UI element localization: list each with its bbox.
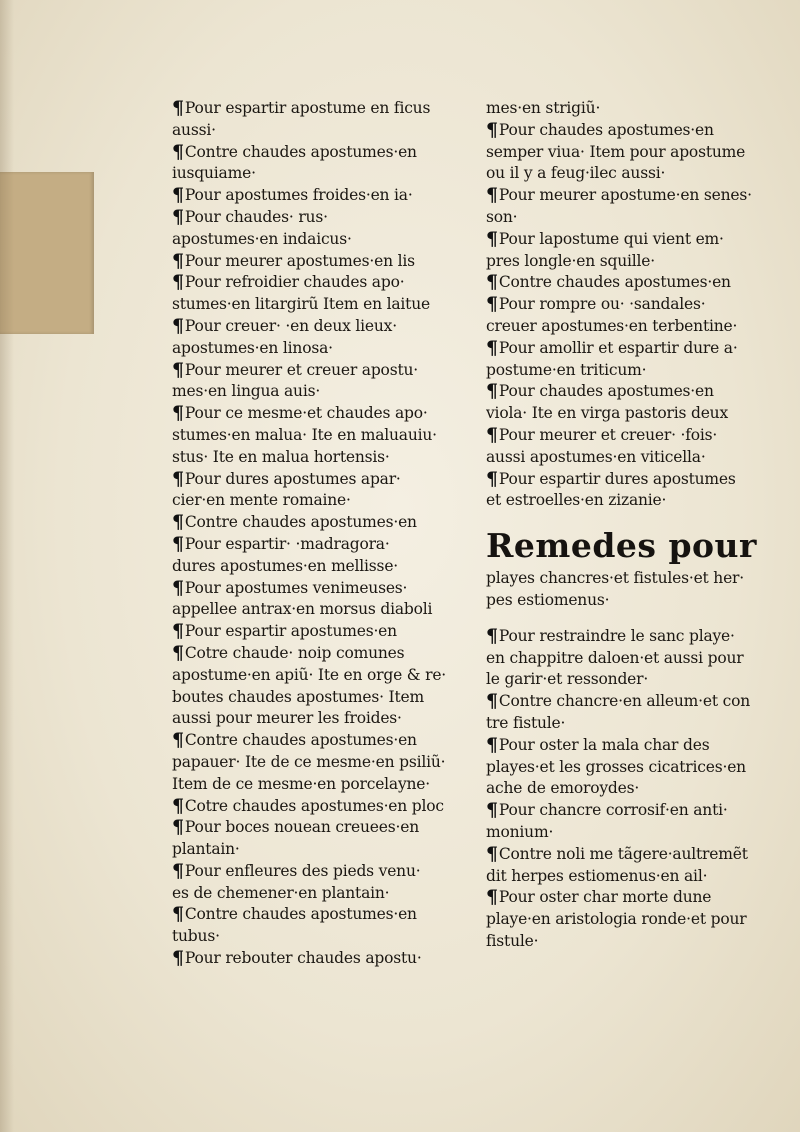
line-text: Pour ce mesme·et chaudes apo· <box>184 404 428 423</box>
line-text: Pour meurer et creuer apostu· <box>184 360 418 379</box>
pilcrow-icon: ¶ <box>486 228 498 250</box>
text-line <box>172 142 454 164</box>
pilcrow-icon: ¶ <box>486 424 498 446</box>
text-line <box>486 800 776 822</box>
pilcrow-icon: ¶ <box>486 843 498 865</box>
text-line <box>172 730 454 752</box>
line-text: stumes·en malua· Ite en maluauiu· <box>172 425 437 444</box>
text-line <box>486 120 776 142</box>
line-text: Pour dures apostumes apar· <box>184 469 401 488</box>
paper-strip <box>0 172 94 334</box>
text-line <box>172 534 454 556</box>
text-line <box>172 294 454 316</box>
line-text: Contre chaudes apostumes·en <box>184 731 417 750</box>
pilcrow-icon: ¶ <box>172 359 184 381</box>
pilcrow-icon: ¶ <box>172 621 184 643</box>
text-line <box>172 708 454 730</box>
text-line <box>172 752 454 774</box>
left-text-column <box>172 98 454 970</box>
text-line <box>172 272 454 294</box>
line-text: Pour apostumes froides·en ia· <box>184 186 413 205</box>
text-line <box>172 948 454 970</box>
pilcrow-icon: ¶ <box>486 185 498 207</box>
line-text: cier·en mente romaine· <box>172 491 351 510</box>
text-line <box>486 735 776 757</box>
line-text: Pour meurer apostume·en senes· <box>498 186 752 205</box>
line-text: Pour amollir et espartir dure a· <box>498 338 738 357</box>
line-text: Pour espartir apostume en ficus <box>184 99 431 117</box>
line-text: Pour rompre ou· ·sandales· <box>498 295 706 314</box>
line-text: stumes·en litargirũ Item en laitue <box>172 295 430 314</box>
binding-edge <box>0 0 14 1132</box>
pilcrow-icon: ¶ <box>172 206 184 228</box>
line-text: Pour lapostume qui vient em· <box>498 229 724 248</box>
text-line <box>486 360 776 382</box>
pilcrow-icon: ¶ <box>486 272 498 294</box>
line-text: viola· Ite en virga pastoris deux <box>486 404 728 423</box>
line-text: Pour espartir dures apostumes <box>498 469 736 488</box>
text-line <box>486 469 776 491</box>
line-text: apostumes·en indaicus· <box>172 229 352 248</box>
text-line <box>486 425 776 447</box>
line-text: monium· <box>486 822 554 841</box>
line-text: creuer apostumes·en terbentine· <box>486 316 738 335</box>
line-text: playe·en aristologia ronde·et pour <box>486 910 747 929</box>
pilcrow-icon: ¶ <box>486 800 498 822</box>
line-text: tre fistule· <box>486 713 566 732</box>
text-line <box>172 120 454 142</box>
line-text: le garir·et ressonder· <box>486 670 649 689</box>
pilcrow-icon: ¶ <box>172 795 184 817</box>
pilcrow-icon: ¶ <box>172 403 184 425</box>
line-text: son· <box>486 207 518 226</box>
right-text-column <box>486 98 776 953</box>
text-line <box>172 926 454 948</box>
pilcrow-icon: ¶ <box>172 577 184 599</box>
text-line <box>172 207 454 229</box>
line-text: Contre chaudes apostumes·en <box>184 905 417 924</box>
line-text: Pour enfleures des pieds venu· <box>184 861 421 880</box>
text-line <box>172 403 454 425</box>
section-subtitle <box>486 568 776 612</box>
text-line <box>486 381 776 403</box>
section-heading: Remedes pour <box>486 526 757 566</box>
line-text: Pour restraindre le sanc playe· <box>498 626 735 645</box>
line-text: Pour chaudes apostumes·en <box>498 120 714 139</box>
text-line <box>486 207 776 229</box>
line-text: Pour espartir· ·madragora· <box>184 534 390 553</box>
pilcrow-icon: ¶ <box>172 948 184 970</box>
text-line <box>486 713 776 735</box>
text-line <box>486 822 776 844</box>
text-line <box>486 778 776 800</box>
line-text: mes·en strigiũ· <box>486 99 601 117</box>
text-line <box>172 861 454 883</box>
pilcrow-icon: ¶ <box>486 691 498 713</box>
text-line <box>486 142 776 164</box>
pilcrow-icon: ¶ <box>172 250 184 272</box>
line-text: Pour boces nouean creuees·en <box>184 818 419 837</box>
line-text: playes·et les grosses cicatrices·en <box>486 757 746 776</box>
line-text: Pour meurer apostumes·en lis <box>184 251 415 270</box>
pilcrow-icon: ¶ <box>172 817 184 839</box>
line-text: Pour oster la mala char des <box>498 735 710 754</box>
line-text: Pour espartir apostumes·en <box>184 622 397 641</box>
line-text: Contre chancre·en alleum·et con <box>498 692 751 711</box>
line-text: Contre chaudes apostumes·en <box>498 273 731 292</box>
line-text: en chappitre daloen·et aussi pour <box>486 648 744 667</box>
text-line <box>172 229 454 251</box>
text-line <box>172 381 454 403</box>
text-line <box>486 909 776 931</box>
line-text: apostumes·en linosa· <box>172 338 333 357</box>
line-text: Contre chaudes apostumes·en <box>184 513 417 532</box>
text-line <box>486 338 776 360</box>
pilcrow-icon: ¶ <box>172 468 184 490</box>
text-line <box>172 817 454 839</box>
line-text: dit herpes estiomenus·en ail· <box>486 866 708 885</box>
spacer <box>486 612 776 626</box>
pilcrow-icon: ¶ <box>486 734 498 756</box>
text-line <box>172 774 454 796</box>
text-line <box>486 163 776 185</box>
text-line <box>172 839 454 861</box>
line-text: aussi pour meurer les froides· <box>172 709 402 728</box>
line-text: mes·en lingua auis· <box>172 382 321 401</box>
text-line <box>172 316 454 338</box>
line-text: dures apostumes·en mellisse· <box>172 556 399 575</box>
text-line <box>172 490 454 512</box>
line-text: Pour oster char morte dune <box>498 888 712 907</box>
text-line <box>172 665 454 687</box>
line-text: appellee antrax·en morsus diaboli <box>172 600 433 619</box>
line-text: ou il y a feug·ilec aussi· <box>486 164 666 183</box>
text-line <box>172 425 454 447</box>
pilcrow-icon: ¶ <box>486 119 498 141</box>
line-text: papauer· Ite de ce mesme·en psiliũ· <box>172 752 446 771</box>
text-line <box>172 163 454 185</box>
text-line <box>486 272 776 294</box>
line-text: apostume·en apiũ· Ite en orge & re· <box>172 665 447 684</box>
pilcrow-icon: ¶ <box>486 887 498 909</box>
text-line <box>486 229 776 251</box>
text-line <box>486 691 776 713</box>
line-text: Cotre chaude· noip comunes <box>184 643 405 662</box>
text-line <box>486 648 776 670</box>
right-column-entries-top <box>486 98 776 512</box>
text-line <box>486 185 776 207</box>
text-line <box>486 887 776 909</box>
section-subtitle-line: playes chancres·et fistules·et her· <box>486 569 744 588</box>
line-text: Pour apostumes venimeuses· <box>184 578 408 597</box>
text-line <box>486 757 776 779</box>
text-line <box>172 599 454 621</box>
pilcrow-icon: ¶ <box>172 533 184 555</box>
text-line <box>486 251 776 273</box>
line-text: et estroelles·en zizanie· <box>486 491 667 510</box>
pilcrow-icon: ¶ <box>172 185 184 207</box>
text-line <box>486 447 776 469</box>
line-text: semper viua· Item pour apostume <box>486 142 746 161</box>
pilcrow-icon: ¶ <box>486 337 498 359</box>
line-text: Item de ce mesme·en porcelayne· <box>172 774 431 793</box>
text-line <box>172 185 454 207</box>
pilcrow-icon: ¶ <box>172 141 184 163</box>
line-text: aussi· <box>172 120 216 139</box>
line-text: ache de emoroydes· <box>486 779 640 798</box>
line-text: Pour chancre corrosif·en anti· <box>498 801 728 820</box>
text-line <box>486 403 776 425</box>
right-column-entries-bottom <box>486 626 776 953</box>
line-text: aussi apostumes·en viticella· <box>486 447 706 466</box>
text-line <box>486 626 776 648</box>
pilcrow-icon: ¶ <box>486 625 498 647</box>
line-text: iusquiame· <box>172 164 256 183</box>
text-line <box>172 883 454 905</box>
text-line <box>486 866 776 888</box>
line-text: Pour refroidier chaudes apo· <box>184 273 405 292</box>
text-line <box>172 360 454 382</box>
text-line <box>486 316 776 338</box>
text-line <box>172 621 454 643</box>
text-line <box>172 251 454 273</box>
text-line <box>172 512 454 534</box>
line-text: Pour meurer et creuer· ·fois· <box>498 425 718 444</box>
text-line <box>486 669 776 691</box>
text-line <box>172 578 454 600</box>
line-text: Cotre chaudes apostumes·en ploc <box>184 796 444 815</box>
line-text: Pour creuer· ·en deux lieux· <box>184 316 397 335</box>
line-text: Pour rebouter chaudes apostu· <box>184 949 422 968</box>
line-text: Pour chaudes apostumes·en <box>498 382 714 401</box>
text-line <box>172 98 454 120</box>
line-text: pres longle·en squille· <box>486 251 655 270</box>
line-text: fistule· <box>486 931 539 950</box>
line-text: tubus· <box>172 927 220 946</box>
pilcrow-icon: ¶ <box>486 468 498 490</box>
line-text: Contre noli me tãgere·aultremẽt <box>498 844 748 863</box>
pilcrow-icon: ¶ <box>172 98 184 119</box>
pilcrow-icon: ¶ <box>486 381 498 403</box>
line-text: boutes chaudes apostumes· Item <box>172 687 424 706</box>
pilcrow-icon: ¶ <box>172 730 184 752</box>
text-line <box>486 98 776 120</box>
pilcrow-icon: ¶ <box>172 904 184 926</box>
line-text: es de chemener·en plantain· <box>172 883 390 902</box>
text-line <box>172 687 454 709</box>
text-line <box>172 447 454 469</box>
pilcrow-icon: ¶ <box>172 860 184 882</box>
text-line <box>172 338 454 360</box>
pilcrow-icon: ¶ <box>172 512 184 534</box>
text-line <box>486 844 776 866</box>
line-text: Pour chaudes· rus· <box>184 207 328 226</box>
line-text: plantain· <box>172 840 240 859</box>
text-line <box>486 294 776 316</box>
pilcrow-icon: ¶ <box>172 642 184 664</box>
text-line <box>172 556 454 578</box>
line-text: stus· Ite en malua hortensis· <box>172 447 390 466</box>
text-line <box>486 931 776 953</box>
text-line <box>172 643 454 665</box>
line-text: postume·en triticum· <box>486 360 647 379</box>
text-line <box>172 469 454 491</box>
text-line <box>172 904 454 926</box>
line-text: Contre chaudes apostumes·en <box>184 142 417 161</box>
pilcrow-icon: ¶ <box>486 294 498 316</box>
pilcrow-icon: ¶ <box>172 272 184 294</box>
section-subtitle-line: pes estiomenus· <box>486 590 610 609</box>
pilcrow-icon: ¶ <box>172 315 184 337</box>
text-line <box>486 490 776 512</box>
text-line <box>172 796 454 818</box>
